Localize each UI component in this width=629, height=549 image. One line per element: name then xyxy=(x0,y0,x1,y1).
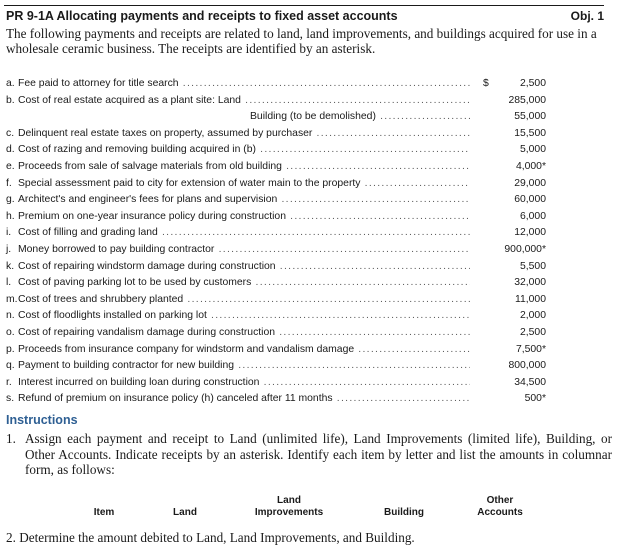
objective-label: Obj. 1 xyxy=(570,9,604,23)
transaction-letter: s. xyxy=(6,393,15,405)
transaction-letter: f. xyxy=(6,177,12,189)
transaction-description: Building (to be demolished) ..... xyxy=(250,109,470,126)
transaction-letter: q. xyxy=(6,360,15,372)
transaction-description: Money borrowed to pay building contractor ..... xyxy=(18,242,470,259)
transaction-description: Architect's and engineer's fees for plans and supervision ..... xyxy=(18,192,470,209)
transaction-description: Cost of repairing windstorm damage during construction ..... xyxy=(18,259,470,276)
transaction-row xyxy=(6,209,546,226)
transaction-description: Cost of trees and shrubbery planted ..... xyxy=(18,292,470,309)
transaction-description: Proceeds from sale of salvage materials from old building ..... xyxy=(18,159,470,176)
transaction-amount: 500* xyxy=(524,393,546,405)
transaction-amount: 29,000 xyxy=(514,177,546,189)
transaction-row xyxy=(6,225,546,242)
problem-header xyxy=(4,5,604,26)
transaction-row xyxy=(6,259,546,276)
transaction-amount: 2,500 xyxy=(519,326,546,338)
transaction-row xyxy=(6,375,546,392)
transaction-row xyxy=(6,93,546,110)
transaction-row xyxy=(6,192,546,209)
transaction-amount: 900,000* xyxy=(504,243,546,255)
transaction-description: Payment to building contractor for new building ..... xyxy=(18,358,470,375)
transaction-row xyxy=(6,76,546,93)
transaction-row xyxy=(6,242,546,259)
transaction-row xyxy=(6,358,546,375)
column-land-improvements: Land Improvements xyxy=(254,495,324,518)
transaction-letter: b. xyxy=(6,94,15,106)
transaction-description: Premium on one-year insurance policy during construction ..... xyxy=(18,209,470,226)
transaction-row xyxy=(6,109,546,126)
transaction-row xyxy=(6,391,546,408)
transaction-amount: 11,000 xyxy=(514,293,546,305)
transaction-description: Cost of repairing vandalism damage during construction ..... xyxy=(18,325,470,342)
transaction-description: Cost of filling and grading land ..... xyxy=(18,225,470,242)
transaction-amount: 5,000 xyxy=(519,144,546,156)
transaction-description: Cost of real estate acquired as a plant site: Land ..... xyxy=(18,93,470,110)
transaction-letter: k. xyxy=(6,260,15,272)
transaction-list xyxy=(6,76,546,408)
transaction-amount: 55,000 xyxy=(514,111,546,123)
transaction-letter: m. xyxy=(6,293,18,305)
transaction-description: Fee paid to attorney for title search ..... xyxy=(18,76,470,93)
dollar-sign: $ xyxy=(483,78,489,89)
transaction-row xyxy=(6,292,546,309)
transaction-amount: 7,500* xyxy=(515,343,546,355)
transaction-amount: 285,000 xyxy=(508,94,546,106)
transaction-row xyxy=(6,325,546,342)
transaction-description: Refund of premium on insurance policy (h) canceled after 11 months ..... xyxy=(18,391,470,408)
columnar-form-header xyxy=(0,488,629,518)
column-item: Item xyxy=(93,506,115,518)
transaction-amount: 60,000 xyxy=(514,194,546,206)
transaction-row xyxy=(6,275,546,292)
transaction-letter: d. xyxy=(6,144,15,156)
transaction-description: Special assessment paid to city for extension of water main to the property ..... xyxy=(18,176,470,193)
transaction-row xyxy=(6,142,546,159)
transaction-amount: 800,000 xyxy=(508,360,546,372)
transaction-description: Delinquent real estate taxes on property, assumed by purchaser ..... xyxy=(18,126,470,143)
transaction-row xyxy=(6,126,546,143)
transaction-description: Proceeds from insurance company for windstorm and vandalism damage ..... xyxy=(18,342,470,359)
column-other-accounts: Other Accounts xyxy=(477,495,523,518)
transaction-amount: 4,000* xyxy=(515,160,546,172)
transaction-letter: e. xyxy=(6,160,15,172)
step-1-number: 1. xyxy=(6,431,16,446)
transaction-letter: o. xyxy=(6,326,15,338)
transaction-row xyxy=(6,308,546,325)
transaction-row xyxy=(6,159,546,176)
transaction-letter: n. xyxy=(6,310,15,322)
transaction-description: Cost of razing and removing building acquired in (b) ..... xyxy=(18,142,470,159)
transaction-letter: c. xyxy=(6,127,15,139)
transaction-amount: 5,500 xyxy=(519,260,546,272)
transaction-letter: j. xyxy=(6,243,12,255)
transaction-amount: 6,000 xyxy=(519,210,546,222)
transaction-letter: p. xyxy=(6,343,15,355)
transaction-letter: r. xyxy=(6,376,12,388)
instruction-step-2: 2. Determine the amount debited to Land, Land Improvements, and Building. xyxy=(6,530,415,545)
column-building: Building xyxy=(384,506,424,518)
transaction-amount: 2,000 xyxy=(519,310,546,322)
transaction-row xyxy=(6,176,546,193)
transaction-letter: i. xyxy=(6,227,12,239)
instructions-heading: Instructions xyxy=(6,413,78,427)
column-land: Land xyxy=(173,506,197,518)
transaction-amount: 32,000 xyxy=(514,277,546,289)
transaction-row xyxy=(6,342,546,359)
transaction-letter: l. xyxy=(6,277,12,289)
transaction-letter: g. xyxy=(6,194,15,206)
problem-intro: The following payments and receipts are related to land, land improvements, and buildings acquired for use in a wholesale ceramic business. The receipts are identified by an asterisk. xyxy=(6,26,597,56)
problem-title: PR 9-1A Allocating payments and receipts to fixed asset accounts xyxy=(6,9,398,23)
transaction-amount: 12,000 xyxy=(514,227,546,239)
transaction-letter: a. xyxy=(6,78,15,89)
transaction-description: Cost of paving parking lot to be used by customers ..... xyxy=(18,275,470,292)
transaction-letter: h. xyxy=(6,210,15,222)
step-1-text: Assign each payment and receipt to Land (unlimited life), Land Improvements (limited life), Building, or Other Accounts. Indicate receipts by an asterisk. Identify each item by letter and list the amounts in columnar form, as follows: xyxy=(25,431,612,477)
transaction-description: Cost of floodlights installed on parking lot ..... xyxy=(18,308,470,325)
transaction-description: Interest incurred on building loan during construction ..... xyxy=(18,375,470,392)
transaction-amount: 15,500 xyxy=(514,127,546,139)
transaction-amount: 34,500 xyxy=(514,376,546,388)
transaction-amount: 2,500 xyxy=(519,78,546,89)
instruction-step-1 xyxy=(6,431,612,478)
